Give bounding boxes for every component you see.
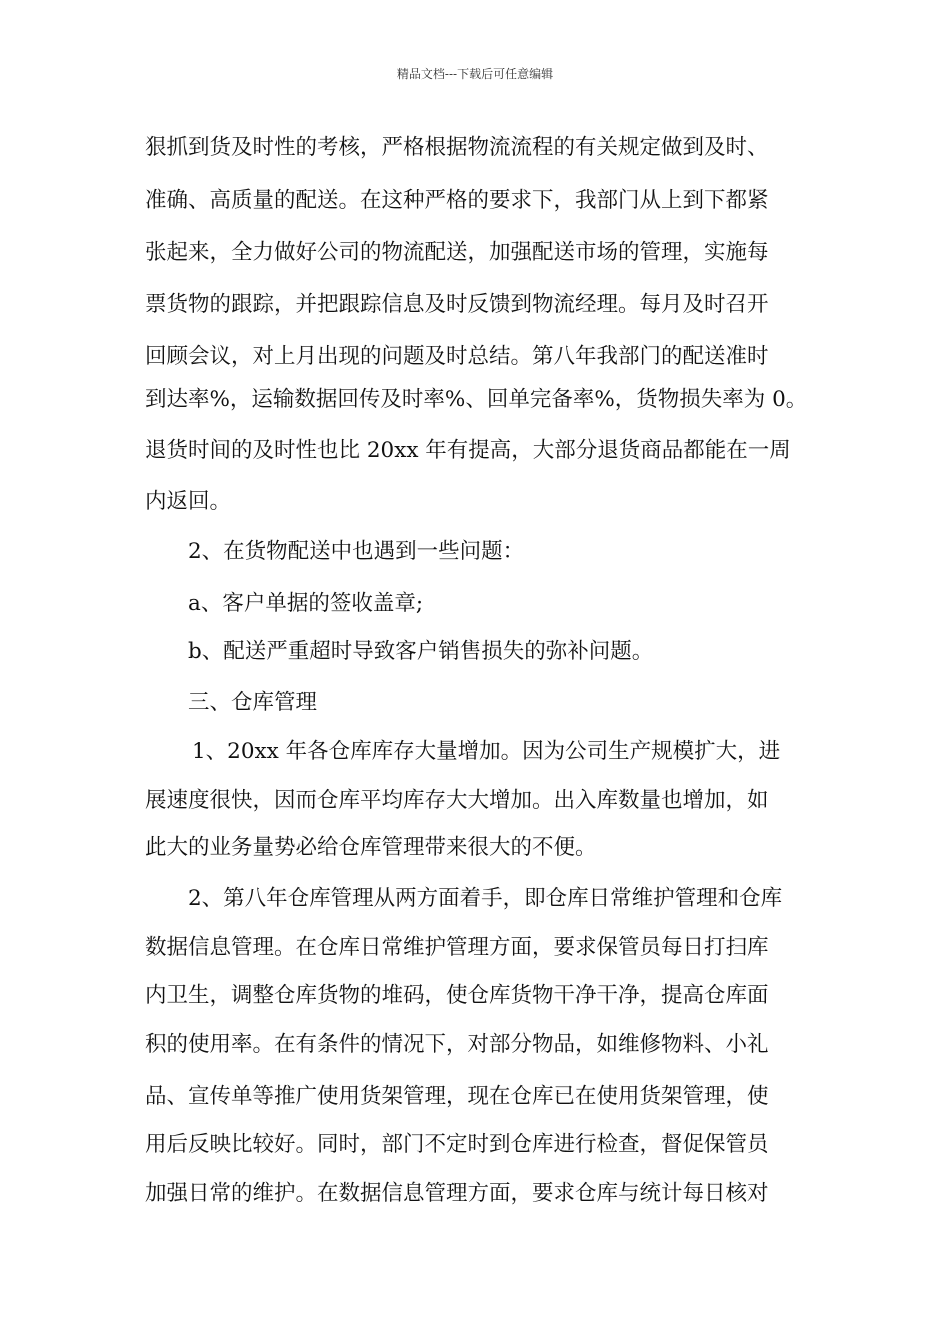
text-line: 内返回。 <box>145 489 232 514</box>
text-line: 退货时间的及时性也比 20xx 年有提高，大部分退货商品都能在一周 <box>145 438 791 463</box>
page-header: 精品文档---下载后可任意编辑 <box>396 67 554 81</box>
text-line: 到达率%，运输数据回传及时率%、回单完备率%，货物损失率为 0。 <box>145 387 808 412</box>
section-heading: 三、仓库管理 <box>188 690 318 715</box>
text-line: 用后反映比较好。同时，部门不定时到仓库进行检查，督促保管员 <box>145 1132 769 1157</box>
text-line: 加强日常的维护。在数据信息管理方面，要求仓库与统计每日核对 <box>145 1181 769 1206</box>
text-line: 2、第八年仓库管理从两方面着手，即仓库日常维护管理和仓库 <box>188 886 783 911</box>
text-line: 数据信息管理。在仓库日常维护管理方面，要求保管员每日打扫库 <box>145 935 769 960</box>
text-line: 张起来，全力做好公司的物流配送，加强配送市场的管理，实施每 <box>145 240 769 265</box>
text-line: 1、20xx 年各仓库库存大量增加。因为公司生产规模扩大，进 <box>192 739 781 764</box>
list-item: b、配送严重超时导致客户销售损失的弥补问题。 <box>188 639 654 664</box>
text-line: 狠抓到货及时性的考核，严格根据物流流程的有关规定做到及时、 <box>145 135 769 160</box>
text-line: 内卫生，调整仓库货物的堆码，使仓库货物干净干净，提高仓库面 <box>145 983 769 1008</box>
list-item: a、客户单据的签收盖章; <box>188 591 424 616</box>
text-line: 展速度很快，因而仓库平均库存大大增加。出入库数量也增加，如 <box>145 788 769 813</box>
text-line: 回顾会议，对上月出现的问题及时总结。第八年我部门的配送准时 <box>145 344 769 369</box>
text-line: 积的使用率。在有条件的情况下，对部分物品，如维修物料、小礼 <box>145 1032 769 1057</box>
text-line: 品、宣传单等推广使用货架管理，现在仓库已在使用货架管理，使 <box>145 1084 769 1109</box>
text-line: 票货物的跟踪，并把跟踪信息及时反馈到物流经理。每月及时召开 <box>145 292 769 317</box>
text-line: 准确、高质量的配送。在这种严格的要求下，我部门从上到下都紧 <box>145 188 769 213</box>
text-line: 此大的业务量势必给仓库管理带来很大的不便。 <box>145 835 597 860</box>
list-item: 2、在货物配送中也遇到一些问题： <box>188 539 525 564</box>
